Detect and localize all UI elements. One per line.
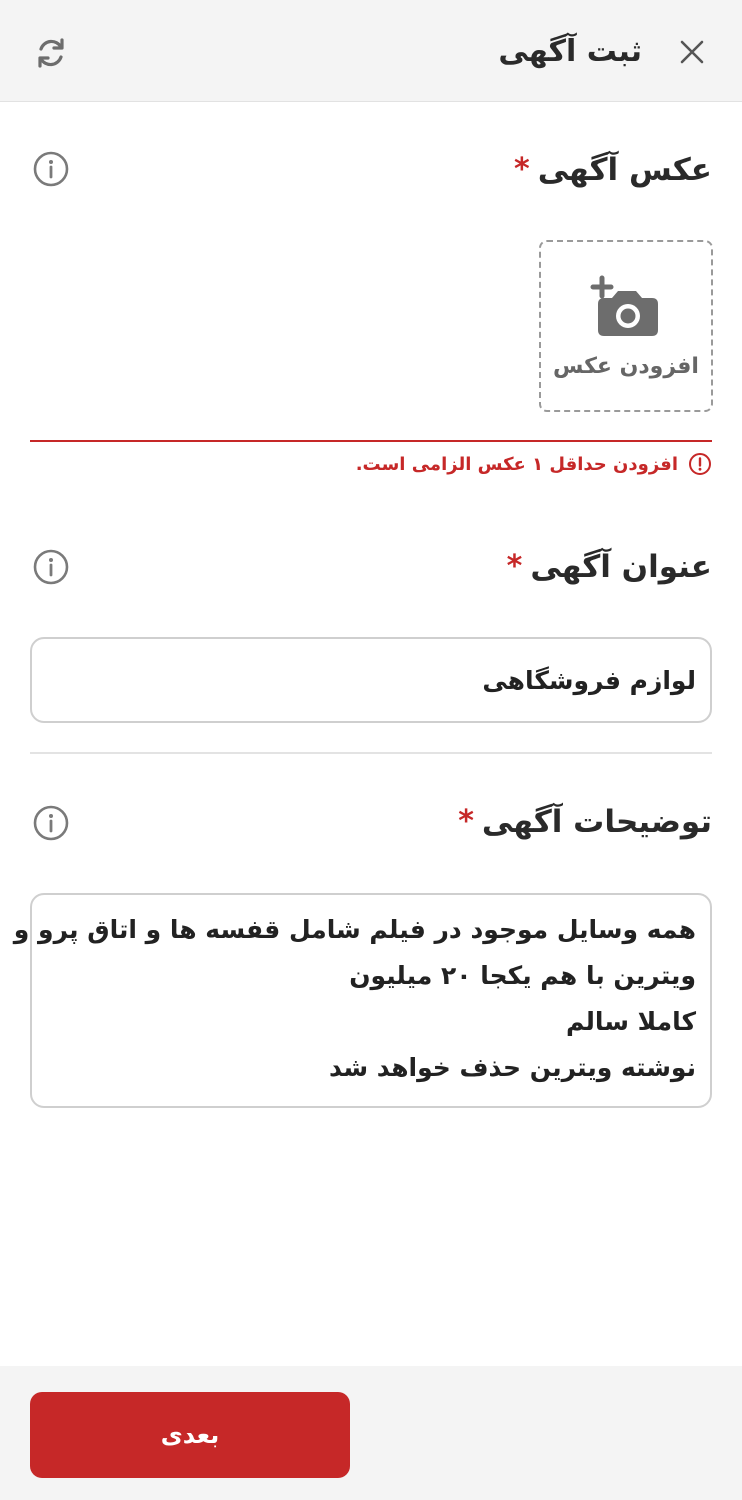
title-section-title bbox=[507, 545, 712, 589]
title-info-button[interactable] bbox=[32, 548, 70, 586]
add-photo-label: افزودن عکس bbox=[553, 353, 699, 379]
close-icon bbox=[679, 39, 705, 65]
error-underline bbox=[30, 440, 712, 442]
info-icon bbox=[33, 151, 69, 187]
ad-title-value: لوازم فروشگاهی bbox=[482, 665, 696, 695]
refresh-icon bbox=[33, 35, 69, 71]
photo-info-button[interactable] bbox=[32, 150, 70, 188]
info-icon bbox=[33, 805, 69, 841]
photo-error bbox=[356, 452, 712, 476]
photo-error-text: افزودن حداقل ۱ عکس الزامی است. bbox=[355, 453, 678, 475]
page-title: ثبت آگهی bbox=[498, 34, 642, 69]
add-camera-icon bbox=[588, 274, 664, 340]
description-line: همه وسایل موجود در فیلم شامل قفسه ها و اتاق پرو و bbox=[13, 915, 696, 944]
description-info-button[interactable] bbox=[32, 804, 70, 842]
next-button[interactable]: بعدی bbox=[30, 1392, 350, 1478]
refresh-button[interactable] bbox=[30, 32, 72, 74]
required-mark: * bbox=[513, 152, 530, 187]
description-line: ویترین با هم یکجا ۲۰ میلیون bbox=[349, 961, 696, 990]
description-section-label: توضیحات آگهی bbox=[481, 804, 712, 840]
divider bbox=[30, 752, 712, 754]
ad-title-input[interactable] bbox=[30, 637, 712, 723]
description-line: کاملا سالم bbox=[565, 1007, 696, 1036]
description-line: نوشته ویترین حذف خواهد شد bbox=[329, 1053, 696, 1082]
bottom-bar bbox=[0, 1366, 742, 1500]
title-section-label: عنوان آگهی bbox=[530, 549, 712, 585]
photo-title-label: عکس آگهی bbox=[537, 152, 712, 188]
required-mark: * bbox=[506, 549, 523, 584]
required-mark: * bbox=[458, 804, 474, 839]
info-icon bbox=[33, 549, 69, 585]
ad-description-textarea[interactable] bbox=[13, 893, 712, 1108]
error-icon bbox=[688, 452, 712, 476]
close-button[interactable] bbox=[672, 32, 712, 72]
photo-section-title bbox=[514, 148, 712, 192]
add-photo-button[interactable] bbox=[539, 240, 713, 412]
header bbox=[0, 0, 742, 102]
description-section-title bbox=[458, 800, 712, 844]
